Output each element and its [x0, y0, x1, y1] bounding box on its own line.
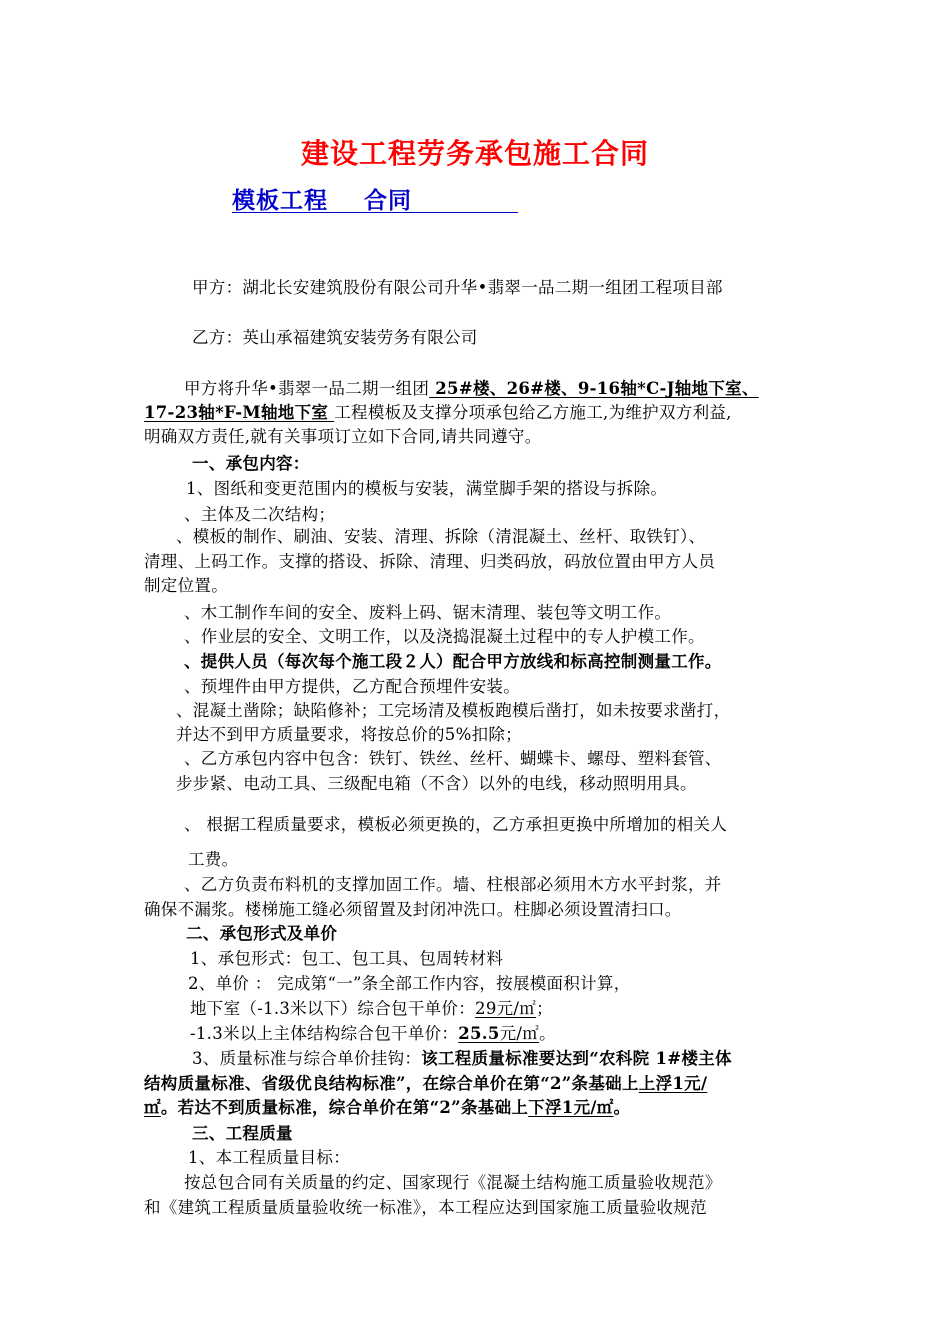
party-a: 甲方：湖北长安建筑股份有限公司升华•翡翠一品二期一组团工程项目部 — [192, 278, 723, 297]
section1-item7: 、预埋件由甲方提供，乙方配合预埋件安装。 — [184, 677, 520, 696]
basement-price-value: 29 — [475, 999, 497, 1018]
above-price-label: -1.3米以上主体结构综合包干单价： — [190, 1024, 459, 1043]
subtitle-underline — [232, 212, 518, 213]
section1-item11-line1: 、乙方负责布料机的支撑加固工作。墙、柱根部必须用木方水平封浆，并 — [184, 875, 722, 894]
section3-heading: 三、工程质量 — [192, 1124, 293, 1143]
above-price-value: 25.5 — [458, 1024, 500, 1043]
quality-label: 3、质量标准与综合单价挂钩： — [192, 1049, 422, 1068]
section1-item3-line2: 清理、上码工作。支撑的搭设、拆除、清理、归类码放，码放位置由甲方人员 — [144, 552, 716, 571]
section1-item9-line1: 、乙方承包内容中包含：铁钉、铁丝、丝杆、蝴蝶卡、螺母、塑料套管、 — [184, 749, 722, 768]
section2-quality-line1 — [192, 1047, 732, 1071]
intro-line-2 — [144, 401, 732, 425]
section2-basement-price — [190, 997, 553, 1021]
subtitle-part1: 模板工程 — [232, 188, 328, 214]
above-price-end: 。 — [539, 1024, 556, 1043]
quality-end: 。 — [613, 1098, 631, 1117]
section1-item8-line1: 、混凝土凿除；缺陷修补；工完场清及模板跑模后凿打，如未按要求凿打， — [176, 701, 731, 720]
section1-item5: 、作业层的安全、文明工作，以及浇捣混凝土过程中的专人护模工作。 — [184, 627, 705, 646]
intro-buildings: 25#楼、26#楼、9-16轴*C-J轴地下室、 — [429, 379, 759, 398]
section2-above-price — [190, 1022, 556, 1046]
basement-price-unit: 元/㎡ — [496, 999, 537, 1018]
subtitle-part2: 合同 — [364, 188, 412, 214]
section2-quality-line2 — [144, 1072, 707, 1096]
section1-item1: 1、图纸和变更范围内的模板与安装，满堂脚手架的搭设与拆除。 — [186, 479, 668, 498]
intro-line-3: 明确双方责任,就有关事项订立如下合同,请共同遵守。 — [144, 427, 542, 446]
section1-item2: 、主体及二次结构； — [184, 505, 336, 524]
section1-item3-line3: 制定位置。 — [144, 576, 228, 595]
section1-item10-line1: 、 根据工程质量要求，模板必须更换的，乙方承担更换中所增加的相关人 — [184, 815, 728, 834]
intro-prefix: 甲方将升华•翡翠一品二期一组团 — [184, 379, 430, 398]
intro-line-1 — [184, 377, 759, 401]
section1-item3-line1: 、模板的制作、刷油、安装、清理、拆除（清混凝土、丝杆、取铁钉）、 — [176, 527, 706, 546]
section1-heading: 一、承包内容： — [192, 454, 310, 473]
basement-price-label: 地下室（-1.3米以下）综合包干单价： — [190, 999, 476, 1018]
quality-standard-3: 。若达不到质量标准，综合单价在第“2”条基础上 — [160, 1098, 529, 1117]
section3-para-line1: 按总包合同有关质量的约定、国家现行《混凝土结构施工质量验收规范》 — [184, 1173, 722, 1192]
document-title: 建设工程劳务承包施工合同 — [300, 137, 649, 170]
quality-raise: 上浮1元/ — [638, 1074, 708, 1093]
section2-form: 1、承包形式：包工、包工具、包周转材料 — [190, 949, 504, 968]
section1-item11-line2: 确保不漏浆。楼梯施工缝必须留置及封闭冲洗口。柱脚必须设置清扫口。 — [144, 900, 682, 919]
intro-basement: 17-23轴*F-M轴地下室 — [144, 403, 335, 422]
section3-item1: 1、本工程质量目标： — [188, 1148, 350, 1167]
basement-price-end: ； — [536, 999, 553, 1018]
section3-para-line2: 和《建筑工程质量质量验收统一标准》，本工程应达到国家施工质量验收规范 — [144, 1198, 707, 1217]
quality-lower: 下浮1元/㎡ — [528, 1098, 614, 1117]
section1-item8-line2: 并达不到甲方质量要求，将按总价的5%扣除； — [176, 725, 522, 744]
party-b: 乙方：英山承福建筑安装劳务有限公司 — [192, 328, 478, 347]
section2-price-intro: 2、单价 ： 完成第“一”条全部工作内容，按展模面积计算， — [188, 974, 631, 993]
section1-item9-line2: 步步紧、电动工具、三级配电箱（不含）以外的电线，移动照明用具。 — [176, 774, 697, 793]
above-price-unit: 元/㎡ — [499, 1024, 540, 1043]
section1-item4: 、木工制作车间的安全、废料上码、锯末清理、装包等文明工作。 — [184, 603, 672, 622]
intro-line-2-rest: 工程模板及支撑分项承包给乙方施工,为维护双方利益, — [334, 403, 732, 422]
quality-raise-unit: ㎡ — [144, 1098, 161, 1117]
quality-standard-2: 结构质量标准、省级优良结构标准”，在综合单价在第“2”条基础上 — [144, 1074, 639, 1093]
section1-item6: 、提供人员（每次每个施工段２人）配合甲方放线和标高控制测量工作。 — [184, 652, 722, 671]
section2-heading: 二、承包形式及单价 — [186, 924, 338, 943]
section1-item10-line2: 工费。 — [188, 850, 239, 869]
quality-standard-1: 该工程质量标准要达到“农科院 1#楼主体 — [421, 1049, 732, 1068]
section2-quality-line3 — [144, 1096, 630, 1120]
